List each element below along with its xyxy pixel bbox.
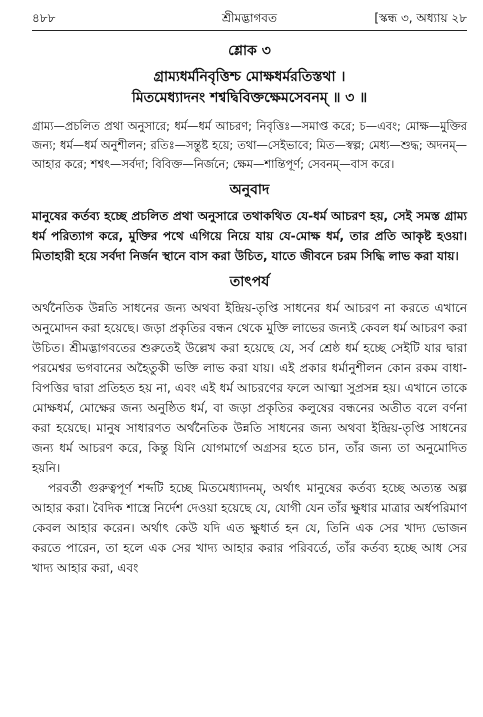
- translation-heading: অনুবাদ: [229, 182, 270, 198]
- purport-body: [32, 298, 467, 578]
- verse-heading: শ্লোক ৩: [228, 43, 271, 59]
- book-title: শ্রীমদ্ভাগবত: [221, 11, 277, 25]
- verse-line-1: গ্রাম্যধর্মনিবৃত্তিশ্চ মোক্ষধর্মরতিস্তথা ।: [153, 69, 346, 85]
- purport-paragraph-2: পরবর্তী গুরুত্বপূর্ণ শব্দটি হচ্ছে মিতমেধ্যাদনম্, অর্থাৎ মানুষের কর্তব্য হচ্ছে অত্যন্ত অল্প আহার করা। বৈদিক শাস্ত্রে নির্দেশ দেওয়া হয়েছে যে, যোগী যেন তাঁর ক্ষুধার মাত্রার অর্ধপরিমাণ কেবল আহার করেন। অর্থাৎ কেউ যদি এত ক্ষুধার্ত হন যে, তিনি এক সের খাদ্য ভোজন করতে পারেন, তা হলে এক সের খাদ্য আহার করার পরিবর্তে, তাঁর কর্তব্য হচ্ছে আধ সের খাদ্য আহার করা, এবং: [32, 481, 467, 575]
- page-number: ৪৮৮: [32, 11, 56, 25]
- book-page: [32, 8, 467, 578]
- purport-paragraph-1: অর্থনৈতিক উন্নতি সাধনের জন্য অথবা ইন্দ্রিয়-তৃপ্তি সাধনের ধর্ম আচরণ না করতে এখানে অনুমোদন করা হয়েছে। জড়া প্রকৃতির বন্ধন থেকে মুক্তি লাভের জন্যই কেবল ধর্ম আচরণ করা উচিত। শ্রীমদ্ভাগবতের শুরুতেই উল্লেখ করা হয়েছে যে, সর্ব শ্রেষ্ঠ ধর্ম হচ্ছে সেইটি যার দ্বারা পরমেশ্বর ভগবানের অহৈতুকী ভক্তি লাভ করা যায়। এই প্রকার ধর্মানুশীলন কোন রকম বাধা-বিপত্তির দ্বারা প্রতিহত হয় না, এবং এই ধর্ম আচরণের ফলে আত্মা সুপ্রসন্ন হয়। এখানে তাকে মোক্ষধর্ম, মোক্ষের জন্য অনুষ্ঠিত ধর্ম, বা জড়া প্রকৃতির কলুষের বন্ধনের অতীত বলে বর্ণনা করা হয়েছে। মানুষ সাধারণত অর্থনৈতিক উন্নতি সাধনের জন্য অথবা ইন্দ্রিয়-তৃপ্তি সাধনের জন্য ধর্ম আচরণ করে, কিন্তু যিনি যোগমার্গে অগ্রসর হতে চান, তাঁর জন্য তা অনুমোদিত হয়নি।: [32, 301, 467, 475]
- verse-line-2: মিতমেধ্যাদনং শশ্বদ্বিবিক্তক্ষেমসেবনম্ ॥ ৩ ॥: [131, 90, 368, 106]
- header-rule: [32, 30, 467, 31]
- purport-heading: তাৎপর্য: [229, 274, 270, 290]
- synonyms: গ্রাম্য—প্রচলিত প্রথা অনুসারে; ধর্ম—ধর্ম আচরণ; নিবৃত্তিঃ—সমাপ্ত করে; চ—এবং; মোক্ষ—মুক্তির জন্য; ধর্ম—ধর্ম অনুশীলন; রতিঃ—সন্তুষ্ট হয়ে; তথা—সেইভাবে; মিত—স্বল্প; মেধ্য—শুদ্ধ; অদনম্—আহার করে; শশ্বৎ—সর্বদা; বিবিক্ত—নির্জনে; ক্ষেম—শান্তিপূর্ণ; সেবনম্—বাস করে।: [32, 119, 467, 171]
- page-header: [32, 8, 467, 30]
- translation-text: মানুষের কর্তব্য হচ্ছে প্রচলিত প্রথা অনুসারে তথাকথিত যে-ধর্ম আচরণ হয়, সেই সমস্ত গ্রাম্য ধর্ম পরিত্যাগ করে, মুক্তির পথে এগিয়ে নিয়ে যায় যে-মোক্ষ ধর্ম, তার প্রতি আকৃষ্ট হওয়া। মিতাহারী হয়ে সর্বদা নির্জন স্থানে বাস করা উচিত, যাতে জীবনে চরম সিদ্ধি লাভ করা যায়।: [32, 209, 467, 263]
- canto-chapter: [স্কন্ধ ৩, অধ্যায় ২৮: [374, 11, 467, 25]
